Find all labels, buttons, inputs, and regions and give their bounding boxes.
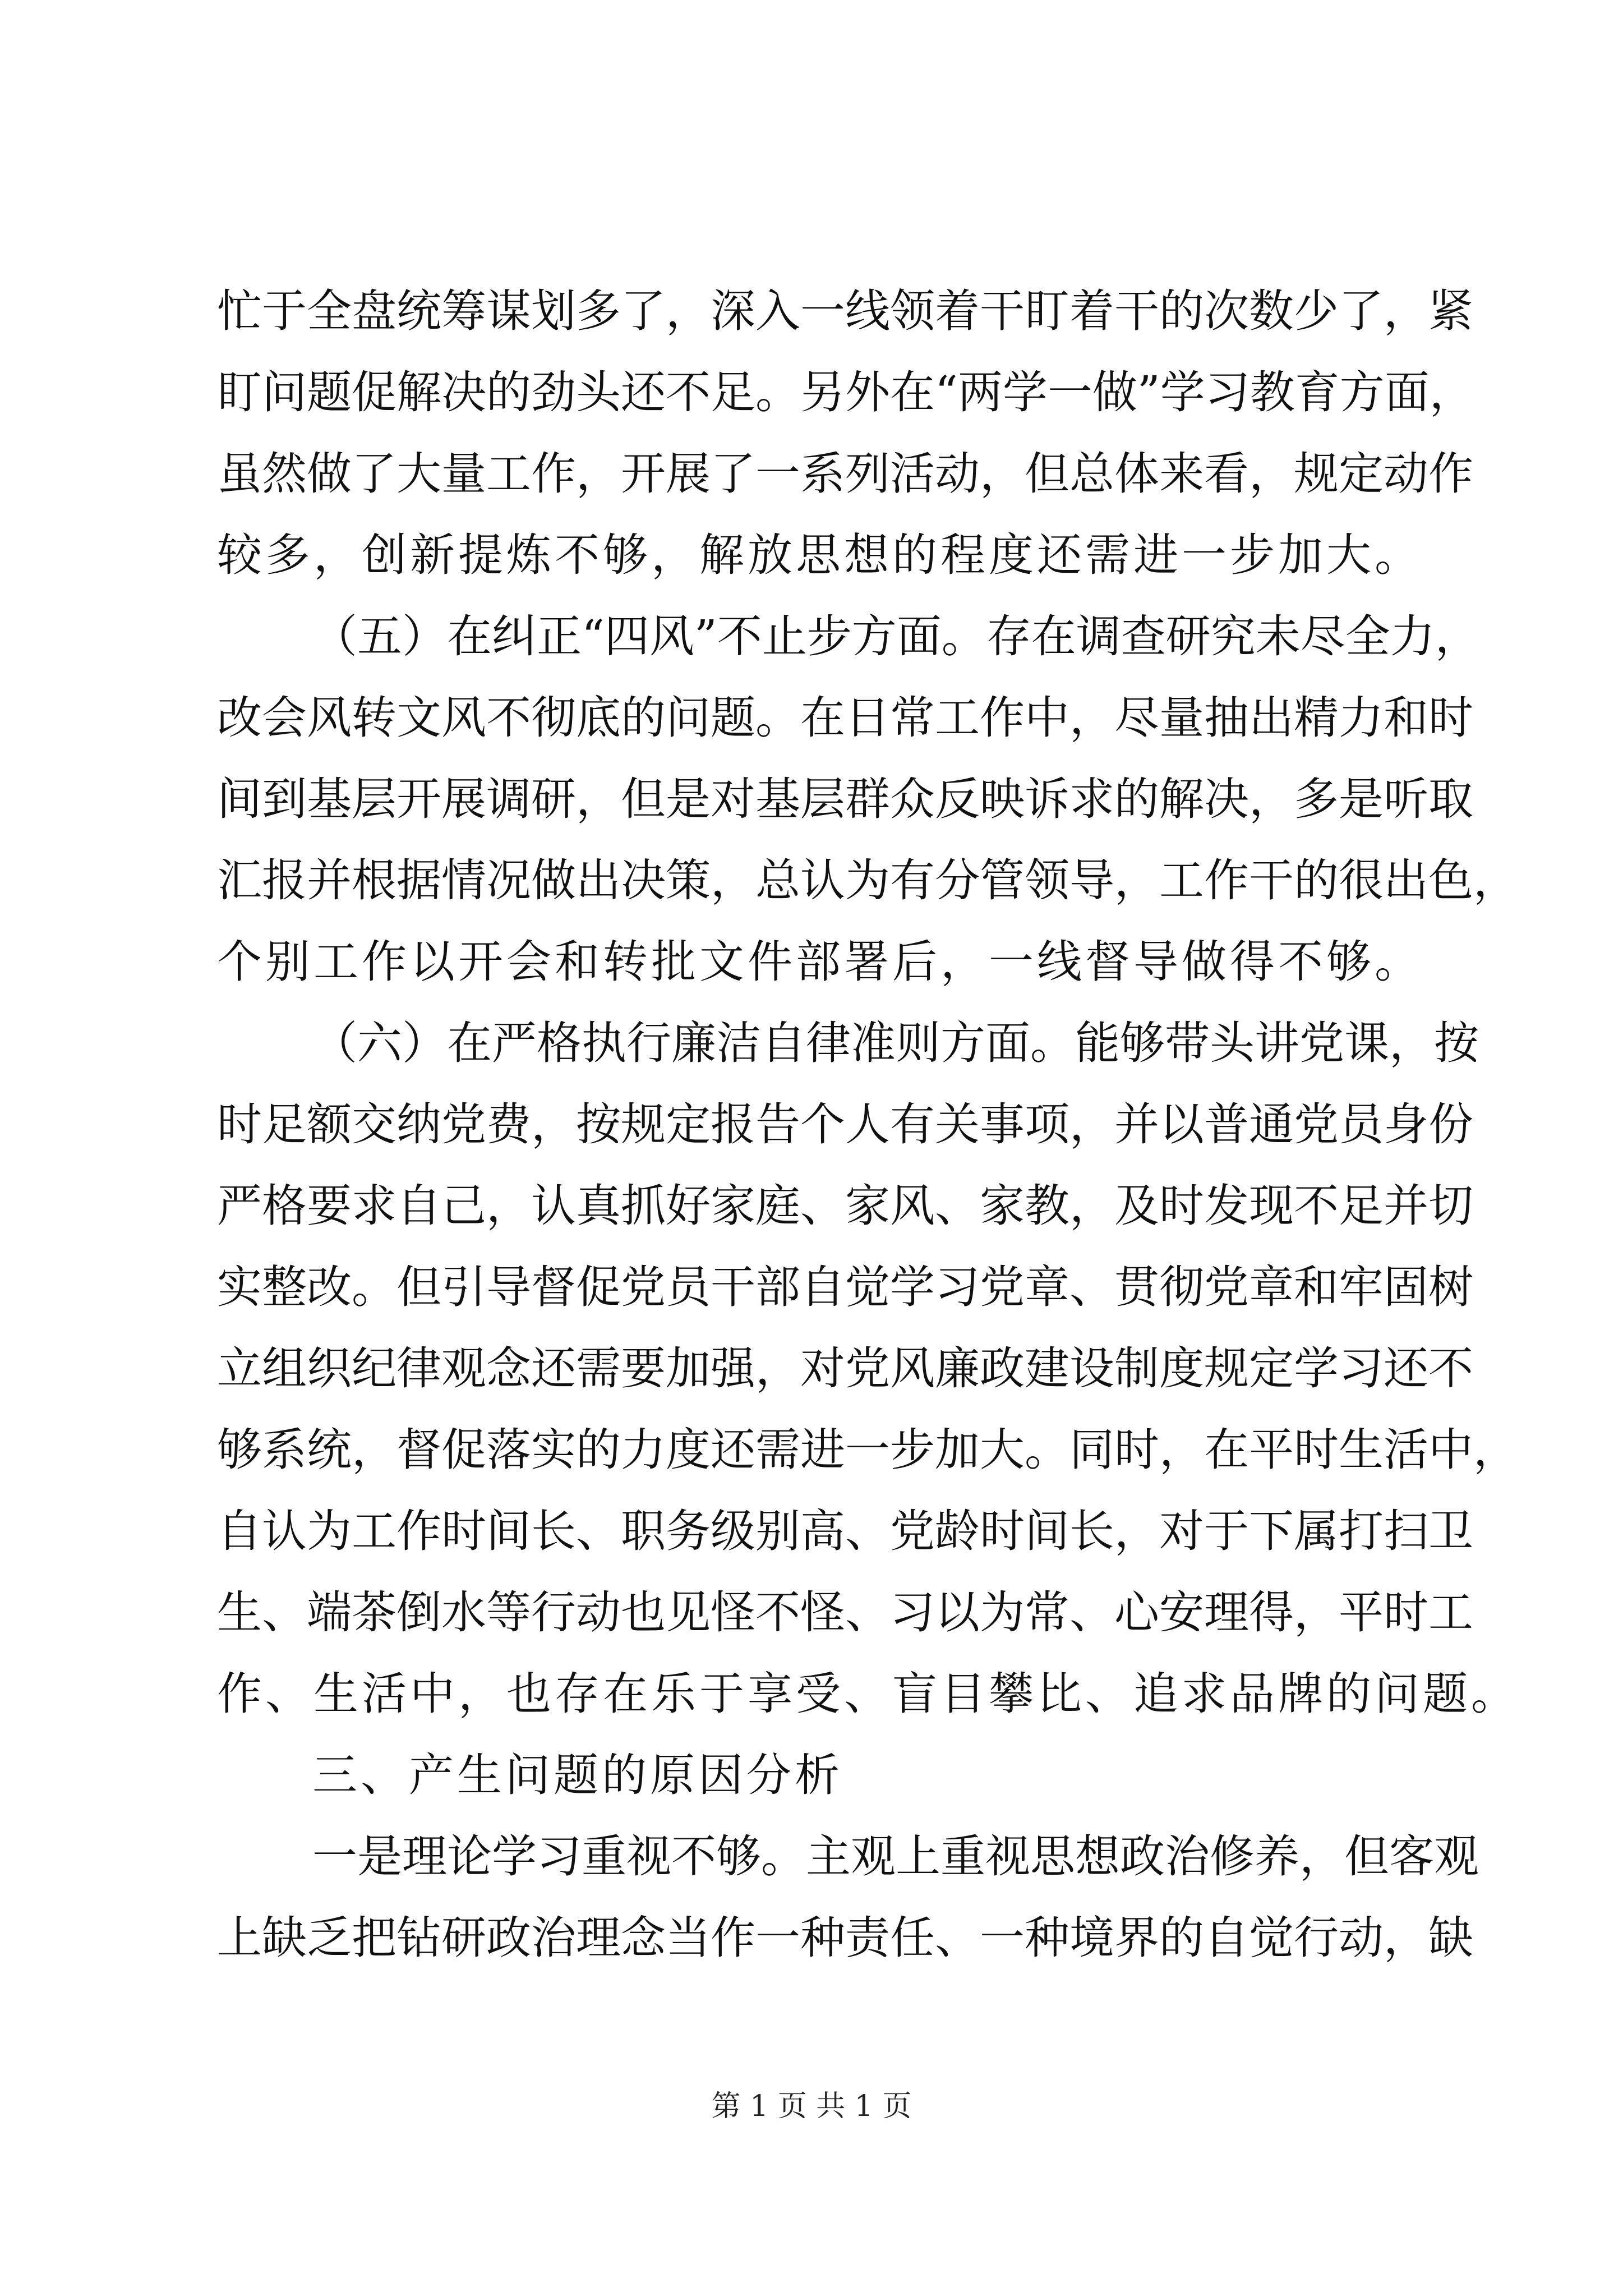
text-line: 严格要求自己，认真抓好家庭、家风、家教，及时发现不足并切 [217, 1180, 1473, 1232]
text-line: 作、生活中，也存在乐于享受、盲目攀比、追求品牌的问题。 [217, 1668, 1519, 1720]
section-heading-line: （五）在纠正“四风”不止步方面。存在调查研究未尽全力， [312, 610, 1480, 662]
page-number-footer: 第 1 页 共 1 页 [711, 2090, 912, 2123]
section-heading-line: （六）在严格执行廉洁自律准则方面。能够带头讲党课，按 [312, 1017, 1479, 1069]
text-line: 较多，创新提炼不够，解放思想的程度还需进一步加大。 [217, 529, 1423, 581]
text-line: 改会风转文风不彻底的问题。在日常工作中，尽量抽出精力和时 [217, 692, 1473, 744]
text-line: 虽然做了大量工作，开展了一系列活动，但总体来看，规定动作 [217, 448, 1473, 500]
text-line: 一是理论学习重视不够。主观上重视思想政治修养，但客观 [312, 1830, 1479, 1883]
text-line: 盯问题促解决的劲头还不足。另外在“两学一做”学习教育方面， [217, 366, 1474, 418]
text-line: 自认为工作时间长、职务级别高、党龄时间长，对于下属打扫卫 [217, 1505, 1473, 1557]
chapter-heading: 三、产生问题的原因分析 [312, 1749, 843, 1801]
text-line: 立组织纪律观念还需要加强，对党风廉政建设制度规定学习还不 [217, 1342, 1473, 1395]
text-line: 忙于全盘统筹谋划多了，深入一线领着干盯着干的次数少了，紧 [217, 285, 1473, 337]
text-line: 实整改。但引导督促党员干部自觉学习党章、贯彻党章和牢固树 [217, 1261, 1473, 1313]
text-line: 够系统，督促落实的力度还需进一步加大。同时，在平时生活中， [217, 1424, 1518, 1476]
text-line: 时足额交纳党费，按规定报告个人有关事项，并以普通党员身份 [217, 1098, 1473, 1151]
text-line: 个别工作以开会和转批文件部署后，一线督导做得不够。 [217, 936, 1423, 988]
text-line: 生、端茶倒水等行动也见怪不怪、习以为常、心安理得，平时工 [217, 1586, 1473, 1639]
body-text [217, 270, 1519, 1978]
text-line: 上缺乏把钻研政治理念当作一种责任、一种境界的自觉行动，缺 [217, 1912, 1473, 1964]
text-line: 汇报并根据情况做出决策，总认为有分管领导，工作干的很出色， [217, 854, 1518, 907]
text-line: 间到基层开展调研，但是对基层群众反映诉求的解决，多是听取 [217, 773, 1473, 825]
